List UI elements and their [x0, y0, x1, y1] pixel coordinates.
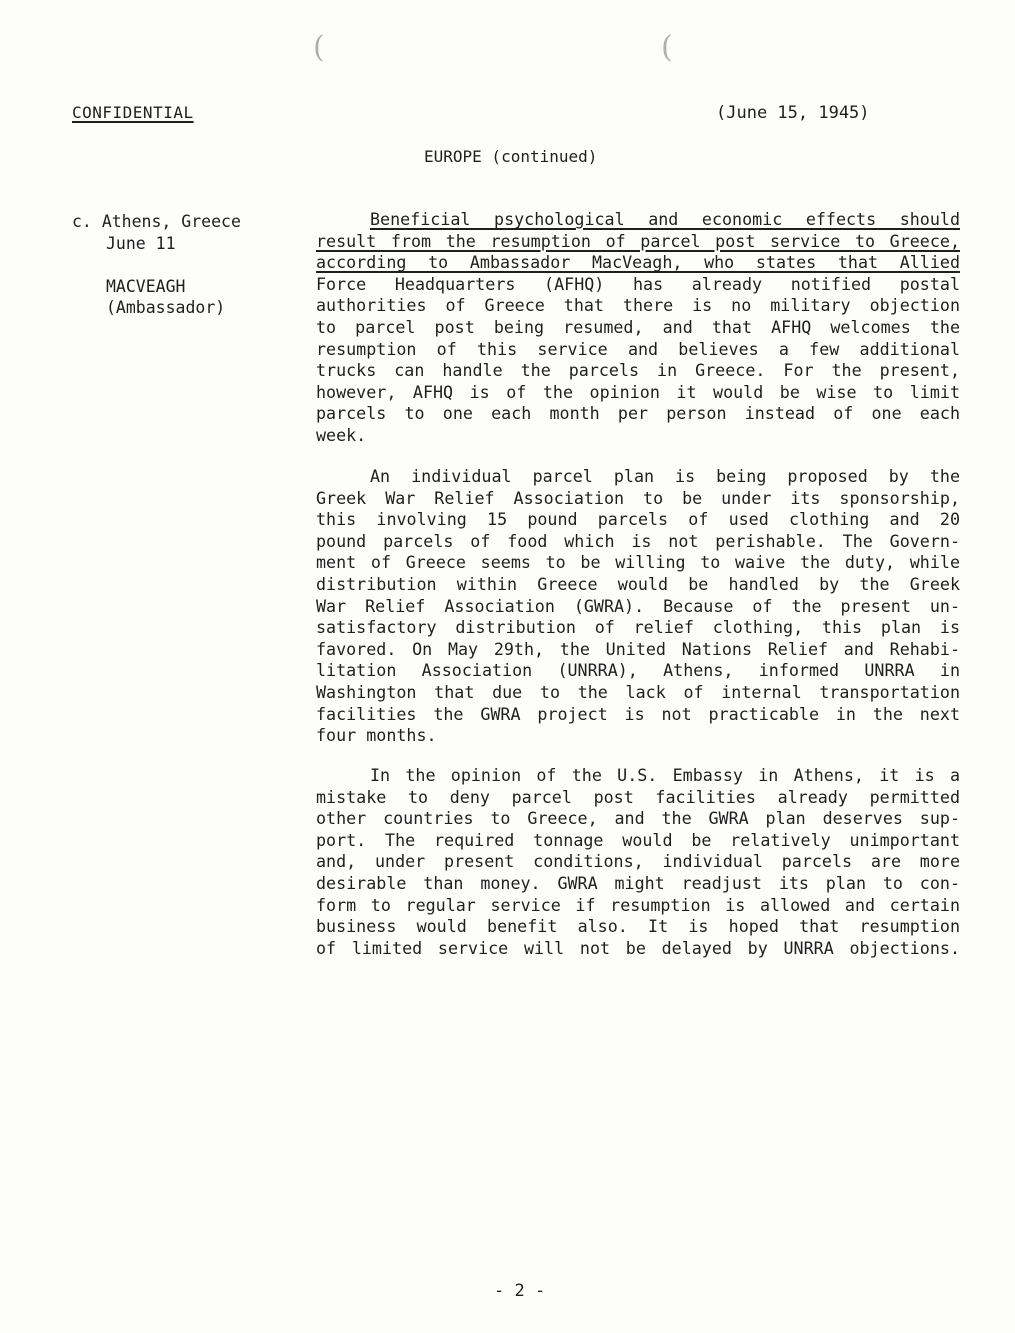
- punch-mark-right: (: [661, 30, 673, 65]
- paragraph-line: Washington that due to the lack of internal transportation: [316, 681, 960, 702]
- paragraph-line: Greek War Relief Association to be under its sponsorship,: [316, 487, 960, 508]
- paragraph-line: mistake to deny parcel post facilities already permitted: [316, 786, 960, 807]
- paragraph-line: business would benefit also. It is hoped that resumption: [316, 916, 960, 937]
- section-heading: EUROPE (continued): [424, 147, 598, 166]
- paragraph-line: and, under present conditions, individual parcels are more: [316, 851, 960, 872]
- source-author-title: (Ambassador): [106, 298, 226, 318]
- item-marker: c.: [72, 212, 92, 231]
- paragraph-line: trucks can handle the parcels in Greece. For the present,: [316, 360, 960, 381]
- paragraph-line: this involving 15 pound parcels of used clothing and 20: [316, 509, 960, 530]
- paragraph-line: week.: [316, 424, 367, 445]
- sidebar-source: [72, 211, 277, 319]
- paragraph-line: War Relief Association (GWRA). Because of the present un-: [316, 595, 960, 616]
- paragraph-line: Force Headquarters (AFHQ) has already notified postal: [316, 273, 960, 294]
- paragraph-line: however, AFHQ is of the opinion it would be wise to limit: [316, 381, 960, 402]
- paragraph-line: resumption of this service and believes a few additional: [316, 338, 960, 359]
- paragraph-line: form to regular service if resumption is allowed and certain: [316, 894, 960, 915]
- paragraph-3: [316, 765, 960, 959]
- paragraph-line: An individual parcel plan is being proposed by the: [370, 466, 960, 486]
- document-date: (June 15, 1945): [716, 103, 870, 123]
- paragraph-line: favored. On May 29th, the United Nations Relief and Rehabi-: [316, 638, 960, 659]
- paragraph-line: litation Association (UNRRA), Athens, informed UNRRA in: [316, 660, 960, 681]
- paragraph-line: to parcel post being resumed, and that AFHQ welcomes the: [316, 316, 960, 337]
- paragraph-line: In the opinion of the U.S. Embassy in Athens, it is a: [370, 765, 960, 785]
- paragraph-line: distribution within Greece would be handled by the Greek: [316, 573, 960, 594]
- paragraph-line: desirable than money. GWRA might readjust its plan to con-: [316, 872, 960, 893]
- paragraph-2: [316, 466, 960, 747]
- paragraph-line: satisfactory distribution of relief clothing, this plan is: [316, 617, 960, 638]
- page-number: - 2 -: [494, 1281, 546, 1301]
- paragraph-line: according to Ambassador MacVeagh, who states that Allied: [316, 252, 960, 273]
- punch-mark-left: (: [313, 30, 325, 65]
- paragraph-line: other countries to Greece, and the GWRA plan deserves sup-: [316, 808, 960, 829]
- paragraph-line: result from the resumption of parcel post service to Greece,: [316, 230, 960, 251]
- paragraph-line: parcels to one each month per person instead of one each: [316, 403, 960, 424]
- paragraph-line: four months.: [316, 725, 437, 746]
- paragraph-1: [316, 209, 960, 447]
- paragraph-line: Beneficial psychological and economic effects should: [370, 209, 960, 229]
- paragraph-line: of limited service will not be delayed by UNRRA objections.: [316, 937, 960, 958]
- paragraph-line: port. The required tonnage would be relatively unimportant: [316, 829, 960, 850]
- sidebar-location-line: [72, 211, 277, 233]
- paragraph-line: authorities of Greece that there is no military objection: [316, 295, 960, 316]
- source-author-name: MACVEAGH: [106, 276, 186, 296]
- source-location: Athens, Greece: [101, 212, 241, 231]
- source-date: June 11: [106, 233, 176, 253]
- paragraph-line: pound parcels of food which is not perishable. The Govern-: [316, 530, 960, 551]
- paragraph-line: ment of Greece seems to be willing to waive the duty, while: [316, 552, 960, 573]
- classification-stamp: CONFIDENTIAL: [72, 103, 194, 122]
- paragraph-line: facilities the GWRA project is not practicable in the next: [316, 703, 960, 724]
